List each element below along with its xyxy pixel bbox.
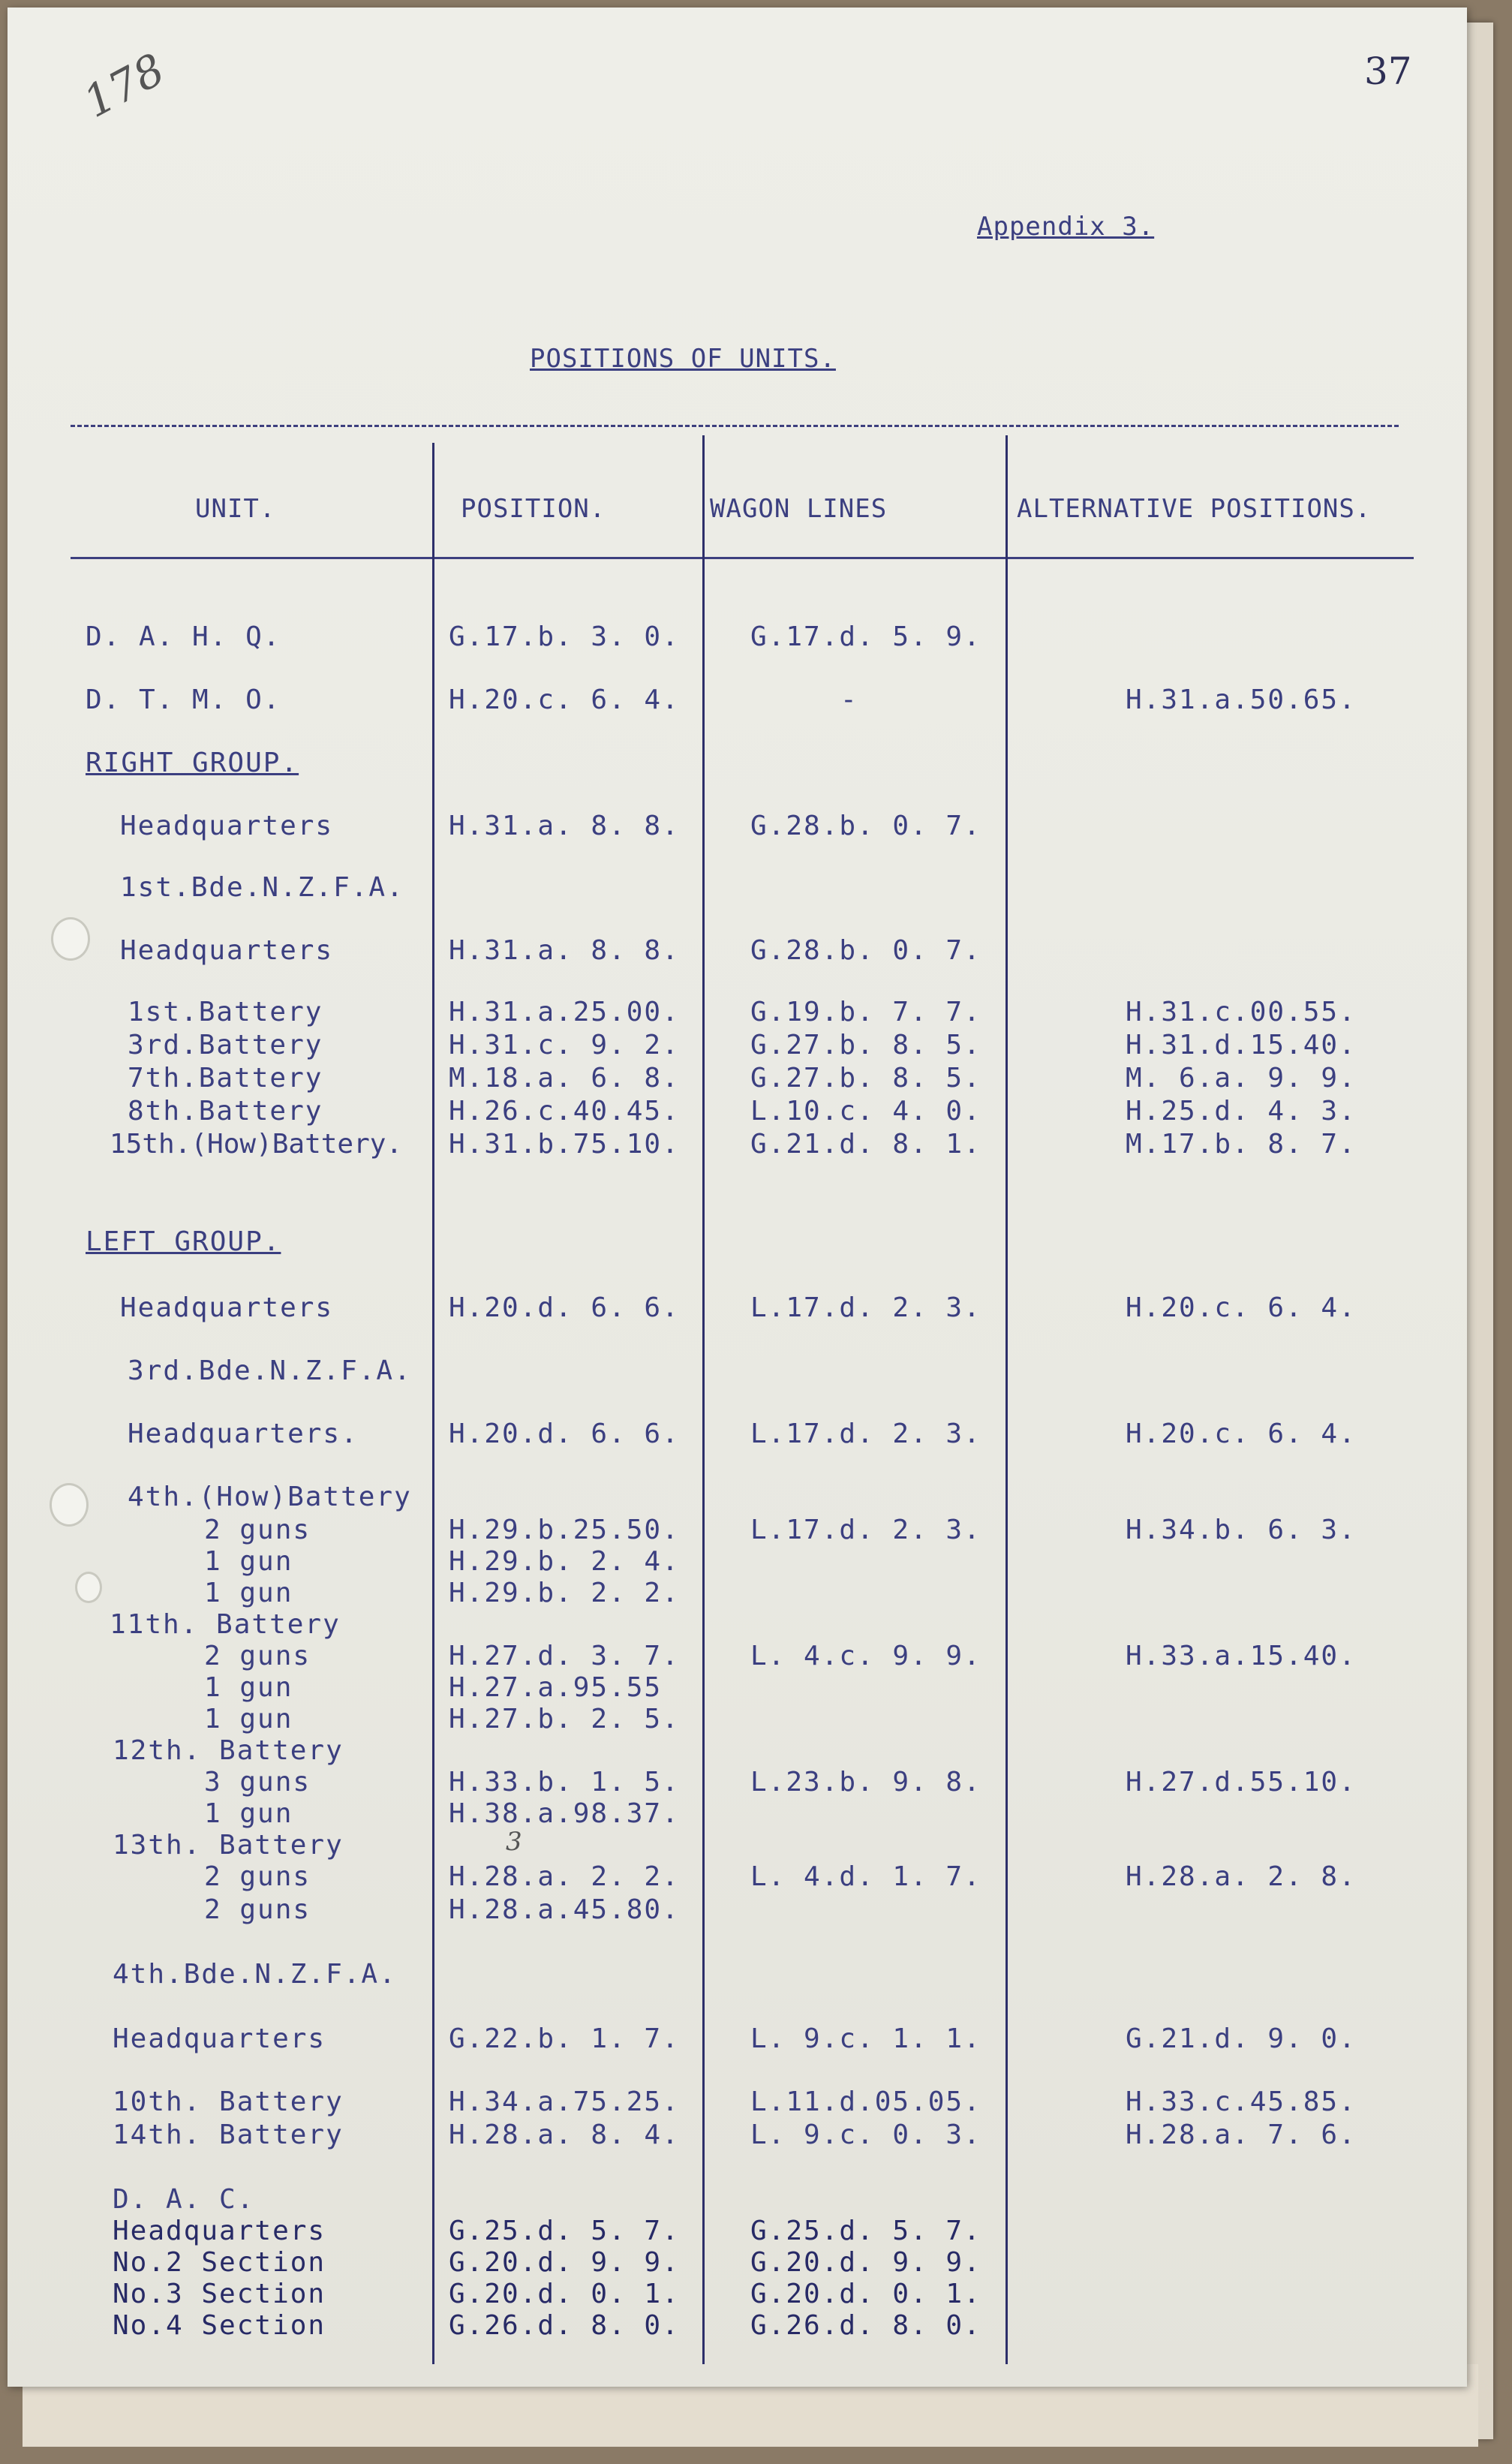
position-cell: H.29.b. 2. 2. — [449, 1578, 680, 1608]
position-cell: H.28.a. 8. 4. — [449, 2120, 680, 2150]
alt-cell: H.20.c. 6. 4. — [1126, 1292, 1357, 1323]
battery-heading — [8, 1482, 1467, 1515]
header-bottom-rule — [71, 557, 1414, 559]
alt-cell: M. 6.a. 9. 9. — [1126, 1063, 1357, 1094]
document-sheet — [8, 8, 1467, 2387]
column-divider — [432, 443, 434, 2364]
unit-cell: 14th. Battery — [113, 2120, 344, 2150]
wagon-cell: G.20.d. 0. 1. — [750, 2279, 981, 2309]
unit-cell: 12th. Battery — [113, 1735, 344, 1766]
position-cell: H.27.a.95.55 — [449, 1672, 663, 1703]
wagon-cell: L.11.d.05.05. — [750, 2086, 981, 2117]
wagon-cell: L.17.d. 2. 3. — [750, 1419, 981, 1449]
unit-cell: 1 gun — [204, 1672, 293, 1703]
wagon-cell: L. 9.c. 0. 3. — [750, 2120, 981, 2150]
table-row — [8, 811, 1467, 844]
table-row — [8, 1063, 1467, 1096]
wagon-cell: G.17.d. 5. 9. — [750, 621, 981, 652]
column-divider — [702, 435, 705, 2364]
wagon-cell: L.17.d. 2. 3. — [750, 1292, 981, 1323]
table-row — [8, 1515, 1467, 1548]
unit-cell: Headquarters — [113, 2216, 326, 2246]
group-heading — [8, 1226, 1467, 1259]
alt-cell: H.27.d.55.10. — [1126, 1767, 1357, 1798]
position-cell: H.31.a. 8. 8. — [449, 811, 680, 841]
alt-cell: H.31.a.50.65. — [1126, 684, 1357, 715]
alt-cell: H.33.a.15.40. — [1126, 1641, 1357, 1671]
wagon-cell: G.27.b. 8. 5. — [750, 1030, 981, 1061]
alt-cell: G.21.d. 9. 0. — [1126, 2023, 1357, 2054]
alt-cell: H.20.c. 6. 4. — [1126, 1419, 1357, 1449]
unit-cell: 3 guns — [204, 1767, 311, 1798]
position-cell: H.31.a.25.00. — [449, 997, 680, 1027]
unit-cell: 2 guns — [204, 1894, 311, 1925]
position-cell: H.20.d. 6. 6. — [449, 1292, 680, 1323]
header-alternative-positions: ALTERNATIVE POSITIONS. — [1017, 494, 1372, 524]
table-row — [8, 935, 1467, 968]
pencil-correction: 3 — [506, 1827, 522, 1857]
wagon-cell: L. 4.c. 9. 9. — [750, 1641, 981, 1671]
document-title: POSITIONS OF UNITS. — [530, 344, 836, 374]
unit-cell: Headquarters. — [128, 1419, 359, 1449]
brigade-heading — [8, 872, 1467, 905]
unit-cell: D. T. M. O. — [86, 684, 281, 715]
table-row — [8, 997, 1467, 1030]
unit-cell: 4th.Bde.N.Z.F.A. — [113, 1959, 397, 1990]
table-row — [8, 1704, 1467, 1737]
wagon-cell: G.26.d. 8. 0. — [750, 2310, 981, 2341]
unit-cell: 15th.(How)Battery. — [110, 1129, 403, 1160]
unit-cell: 1 gun — [204, 1578, 293, 1608]
unit-cell: 7th.Battery — [128, 1063, 323, 1094]
table-row — [8, 1861, 1467, 1894]
alt-cell: H.34.b. 6. 3. — [1126, 1515, 1357, 1545]
battery-heading — [8, 1830, 1467, 1863]
position-cell: G.25.d. 5. 7. — [449, 2216, 680, 2246]
unit-cell: 10th. Battery — [113, 2086, 344, 2117]
unit-cell: No.2 Section — [113, 2247, 326, 2278]
unit-cell: 2 guns — [204, 1861, 311, 1892]
wagon-cell: G.28.b. 0. 7. — [750, 935, 981, 966]
position-cell: H.29.b.25.50. — [449, 1515, 680, 1545]
position-cell: H.26.c.40.45. — [449, 1096, 680, 1127]
unit-cell: 1st.Bde.N.Z.F.A. — [120, 872, 404, 903]
appendix-label: Appendix 3. — [977, 212, 1155, 242]
column-divider — [1005, 435, 1008, 2364]
position-cell: H.27.d. 3. 7. — [449, 1641, 680, 1671]
battery-heading — [8, 1735, 1467, 1768]
position-cell: H.28.a.45.80. — [449, 1894, 680, 1925]
unit-cell: No.4 Section — [113, 2310, 326, 2341]
table-row — [8, 1578, 1467, 1611]
table-row — [8, 2310, 1467, 2343]
unit-cell: Headquarters — [120, 935, 334, 966]
position-cell: M.18.a. 6. 8. — [449, 1063, 680, 1094]
wagon-cell: G.21.d. 8. 1. — [750, 1129, 981, 1160]
header-unit: UNIT. — [195, 494, 276, 524]
wagon-cell: L. 9.c. 1. 1. — [750, 2023, 981, 2054]
position-cell: H.20.d. 6. 6. — [449, 1419, 680, 1449]
brigade-heading — [8, 1959, 1467, 1992]
unit-cell: 1 gun — [204, 1704, 293, 1734]
unit-cell: RIGHT GROUP. — [86, 748, 299, 778]
unit-cell: 8th.Battery — [128, 1096, 323, 1127]
wagon-cell: L.23.b. 9. 8. — [750, 1767, 981, 1798]
table-row — [8, 1292, 1467, 1325]
table-row — [8, 1894, 1467, 1927]
header-top-rule — [71, 425, 1399, 427]
unit-cell: No.3 Section — [113, 2279, 326, 2309]
table-row — [8, 1546, 1467, 1579]
position-cell: H.31.a. 8. 8. — [449, 935, 680, 966]
wagon-cell: L. 4.d. 1. 7. — [750, 1861, 981, 1892]
unit-heading — [8, 2184, 1467, 2217]
wagon-cell: G.20.d. 9. 9. — [750, 2247, 981, 2278]
group-heading — [8, 748, 1467, 781]
table-row — [8, 1672, 1467, 1705]
unit-cell: 1 gun — [204, 1546, 293, 1577]
unit-cell: 2 guns — [204, 1641, 311, 1671]
unit-cell: D. A. C. — [113, 2184, 255, 2215]
table-row — [8, 621, 1467, 654]
unit-cell: 2 guns — [204, 1515, 311, 1545]
brigade-heading — [8, 1355, 1467, 1388]
unit-cell: 3rd.Bde.N.Z.F.A. — [128, 1355, 412, 1386]
position-cell: H.31.c. 9. 2. — [449, 1030, 680, 1061]
position-cell: H.34.a.75.25. — [449, 2086, 680, 2117]
alt-cell: H.31.c.00.55. — [1126, 997, 1357, 1027]
table-row — [8, 2279, 1467, 2312]
battery-heading — [8, 1609, 1467, 1642]
unit-cell: 4th.(How)Battery — [128, 1482, 412, 1512]
position-cell: H.38.a.98.37. — [449, 1798, 680, 1829]
wagon-cell: - — [840, 684, 858, 715]
header-wagon-lines: WAGON LINES — [710, 494, 888, 524]
wagon-cell: L.17.d. 2. 3. — [750, 1515, 981, 1545]
table-row — [8, 1419, 1467, 1452]
unit-cell: Headquarters — [120, 1292, 334, 1323]
alt-cell: H.28.a. 2. 8. — [1126, 1861, 1357, 1892]
wagon-cell: G.27.b. 8. 5. — [750, 1063, 981, 1094]
alt-cell: H.25.d. 4. 3. — [1126, 1096, 1357, 1127]
position-cell: H.27.b. 2. 5. — [449, 1704, 680, 1734]
unit-cell: 11th. Battery — [110, 1609, 341, 1640]
table-row — [8, 2216, 1467, 2249]
position-cell: G.20.d. 0. 1. — [449, 2279, 680, 2309]
position-cell: H.29.b. 2. 4. — [449, 1546, 680, 1577]
table-row — [8, 1096, 1467, 1129]
position-cell: G.20.d. 9. 9. — [449, 2247, 680, 2278]
unit-cell: 1st.Battery — [128, 997, 323, 1027]
unit-cell: 13th. Battery — [113, 1830, 344, 1861]
wagon-cell: G.25.d. 5. 7. — [750, 2216, 981, 2246]
table-row — [8, 1030, 1467, 1063]
unit-cell: 1 gun — [204, 1798, 293, 1829]
unit-cell: LEFT GROUP. — [86, 1226, 281, 1257]
position-cell: G.26.d. 8. 0. — [449, 2310, 680, 2341]
table-row — [8, 1798, 1467, 1831]
table-row — [8, 684, 1467, 718]
position-cell: H.33.b. 1. 5. — [449, 1767, 680, 1798]
position-cell: G.17.b. 3. 0. — [449, 621, 680, 652]
position-cell: H.20.c. 6. 4. — [449, 684, 680, 715]
unit-cell: 3rd.Battery — [128, 1030, 323, 1061]
alt-cell: H.31.d.15.40. — [1126, 1030, 1357, 1061]
wagon-cell: G.28.b. 0. 7. — [750, 811, 981, 841]
alt-cell: H.33.c.45.85. — [1126, 2086, 1357, 2117]
position-cell: H.28.a. 2. 2. — [449, 1861, 680, 1892]
page-number: 37 — [1364, 50, 1412, 93]
position-cell: G.22.b. 1. 7. — [449, 2023, 680, 2054]
table-row — [8, 2120, 1467, 2153]
unit-cell: Headquarters — [120, 811, 334, 841]
table-row — [8, 1129, 1467, 1162]
unit-cell: D. A. H. Q. — [86, 621, 281, 652]
table-row — [8, 2023, 1467, 2056]
table-row — [8, 2086, 1467, 2120]
wagon-cell: L.10.c. 4. 0. — [750, 1096, 981, 1127]
position-cell: H.31.b.75.10. — [449, 1129, 680, 1160]
alt-cell: H.28.a. 7. 6. — [1126, 2120, 1357, 2150]
unit-cell: Headquarters — [113, 2023, 326, 2054]
alt-cell: M.17.b. 8. 7. — [1126, 1129, 1357, 1160]
wagon-cell: G.19.b. 7. 7. — [750, 997, 981, 1027]
header-position: POSITION. — [461, 494, 606, 524]
table-row — [8, 2247, 1467, 2280]
table-row — [8, 1641, 1467, 1674]
pencil-folio-number: 178 — [75, 43, 173, 128]
table-row — [8, 1767, 1467, 1800]
